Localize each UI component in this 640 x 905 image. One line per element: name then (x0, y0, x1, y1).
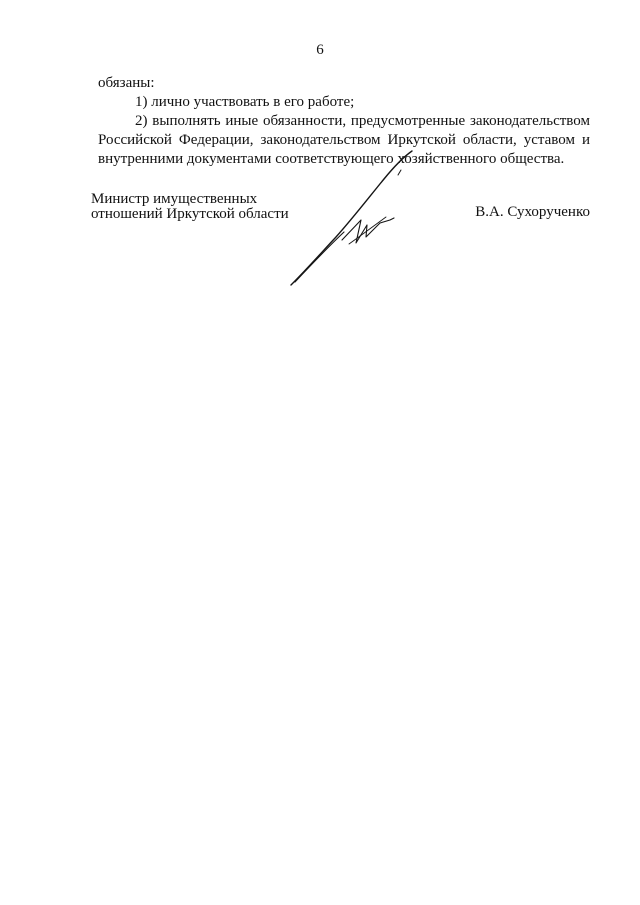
signer-position-line-1: Министр имущественных (91, 191, 258, 207)
paragraph-intro: обязаны: (98, 75, 155, 91)
signer-name: В.А. Сухорученко (475, 204, 590, 220)
handwritten-signature (288, 148, 418, 290)
paragraph-item-2: 2) выполнять иные обязанности, предусмотренные законодательством Российской Федерации, законодательством Иркутской области, уставом и внутренними документами соответствующего хозяйственного общества. (98, 113, 590, 167)
signer-position-line-2: отношений Иркутской области (91, 206, 289, 222)
page-number: 6 (316, 42, 324, 58)
paragraph-item-1: 1) лично участвовать в его работе; (135, 94, 355, 110)
signer-position (91, 192, 289, 222)
